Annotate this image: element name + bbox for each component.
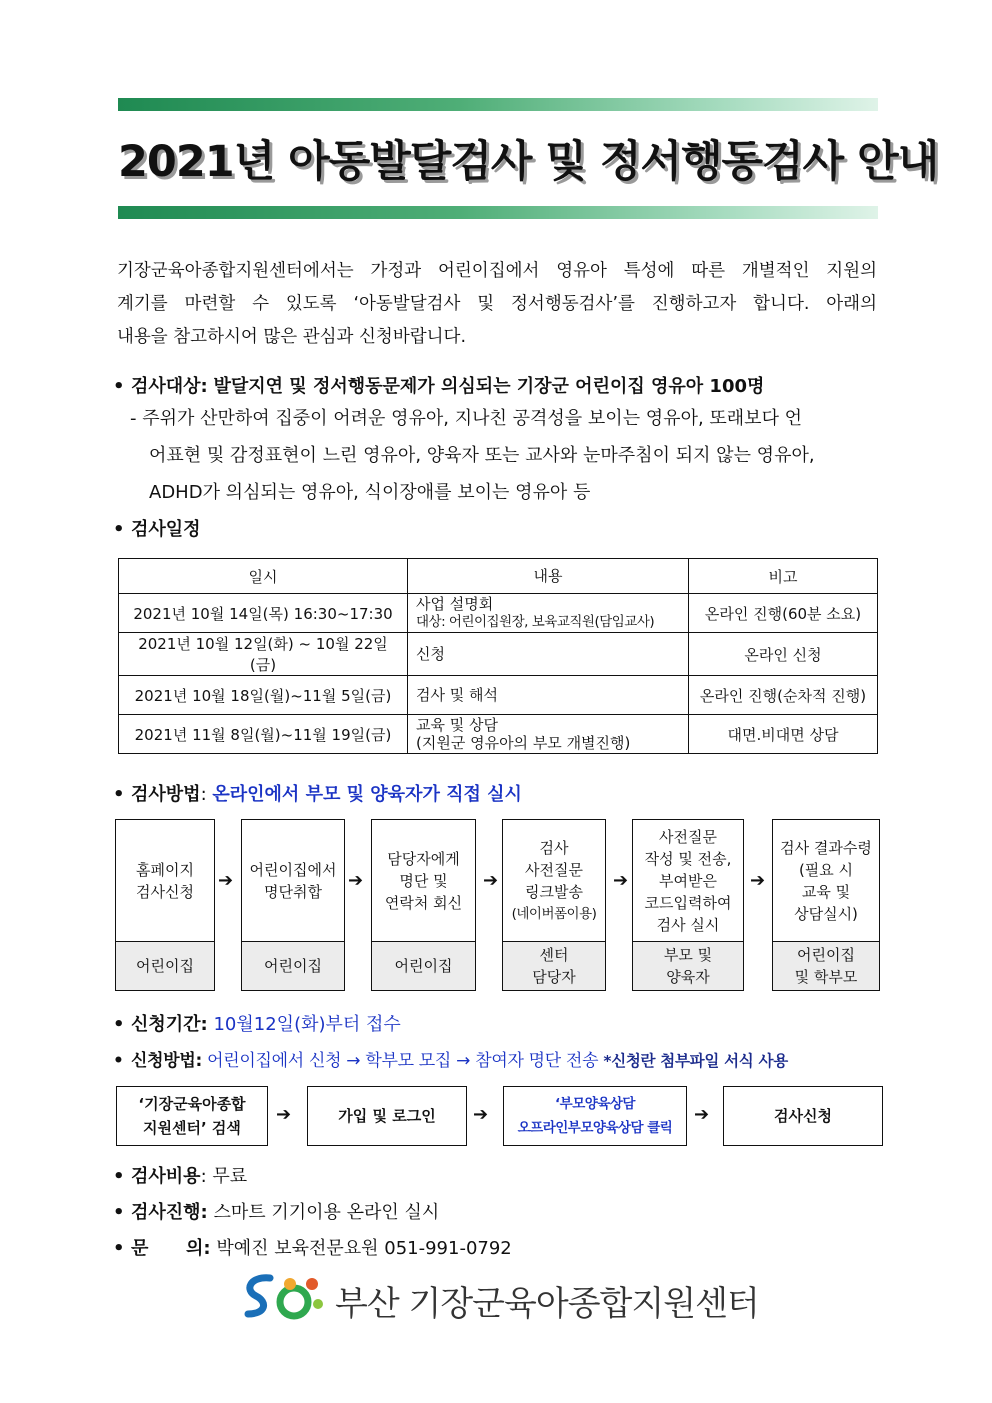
flow-step-actor: [773, 941, 879, 990]
flow-step-actor: [242, 941, 344, 990]
target-detail-line: - 주위가 산만하여 집중이 어려운 영유아, 지나친 공격성을 보이는 영유아, 또래보다 언: [130, 408, 803, 429]
header-content: 내용: [408, 559, 689, 594]
step-search: [116, 1086, 268, 1146]
flow-line: (네이버폼이용): [511, 906, 597, 922]
flow-step-actor: [503, 941, 605, 990]
flow-line: 어린이집: [136, 957, 194, 975]
method-colon: :: [200, 784, 207, 805]
progress-label: 검사진행:: [131, 1202, 208, 1223]
flow-step-actor: [116, 941, 214, 990]
flow-line: 사전질문: [525, 861, 583, 879]
intro-line: 내용을 참고하시어 많은 관심과 신청바랍니다.: [117, 327, 467, 347]
contact-label: 문 의:: [131, 1238, 211, 1259]
target-detail-line: 어표현 및 감정표현이 느린 영유아, 양육자 또는 교사와 눈마주침이 되지 않는 영유아,: [149, 445, 815, 466]
row-date: 2021년 11월 8일(월)~11월 19일(금): [119, 715, 408, 754]
flow-step-actor: [633, 941, 743, 990]
flow-step-2: [241, 819, 345, 991]
flow-line: 검사 실시: [656, 916, 720, 934]
intro-line: 계기를 마련할 수 있도록 ‘아동발달검사 및 정서행동검사’를 진행하고자 합니다. 아래의: [117, 294, 877, 314]
flow-line: 부여받은: [659, 872, 717, 890]
table-row: [119, 676, 878, 715]
target-detail: [130, 400, 875, 511]
flow-step-1: [115, 819, 215, 991]
contact-bullet: [113, 1234, 512, 1260]
header-note: 비고: [689, 559, 878, 594]
row-content: 신청: [408, 633, 689, 676]
table-row: [119, 633, 878, 676]
flow-arrow-icon: ➔: [348, 870, 364, 891]
flow-line: 양육자: [666, 968, 710, 986]
bullet-dot: •: [113, 519, 125, 540]
flow-step-desc: [503, 820, 605, 942]
row-date: 2021년 10월 12일(화) ~ 10월 22일(금): [119, 633, 408, 676]
step-line: 가입 및 로그인: [338, 1107, 436, 1125]
row-content: [408, 715, 689, 754]
flow-step-actor: [372, 941, 475, 990]
apply-label: 신청방법:: [131, 1051, 202, 1071]
schedule-table: [118, 558, 878, 754]
flow-line: 검사신청: [136, 883, 194, 901]
flow-line: 담당자에게: [387, 850, 460, 868]
cost-colon: :: [200, 1166, 207, 1187]
flow-line: 작성 및 전송,: [644, 850, 732, 868]
target-detail-line: ADHD가 의심되는 영유아, 식이장애를 보이는 영유아 등: [149, 482, 591, 503]
flow-line: 링크발송: [525, 883, 583, 901]
flow-line: 교육 및: [801, 883, 851, 901]
table-row: [119, 715, 878, 754]
step-arrow-icon: ➔: [276, 1104, 292, 1125]
row-date: 2021년 10월 18일(월)~11월 5일(금): [119, 676, 408, 715]
flow-arrow-icon: ➔: [483, 870, 499, 891]
row-content-line: 대상: 어린이집원장, 보육교직원(담임교사): [416, 614, 655, 630]
bullet-dot: •: [113, 784, 125, 805]
row-content-line: 교육 및 상담: [416, 716, 498, 734]
flow-step-4: [502, 819, 606, 991]
page-title: 2021년 아동발달검사 및 정서행동검사 안내: [118, 137, 939, 187]
row-note: 온라인 신청: [689, 633, 878, 676]
flow-line: 부모 및: [663, 946, 713, 964]
flow-step-desc: [633, 820, 743, 942]
bullet-dot: •: [113, 1166, 125, 1187]
flow-arrow-icon: ➔: [218, 870, 234, 891]
table-row: [119, 594, 878, 633]
flow-line: 및 학부모: [794, 968, 858, 986]
flow-line: 연락처 회신: [384, 894, 463, 912]
apply-note: *신청란 첨부파일 서식 사용: [603, 1052, 788, 1070]
flow-arrow-icon: ➔: [750, 870, 766, 891]
bullet-dot: •: [113, 1014, 125, 1035]
target-bullet: [113, 372, 764, 398]
target-value: 발달지연 및 정서행동문제가 의심되는 기장군 어린이집 영유아 100명: [213, 376, 765, 397]
flow-step-desc: [773, 820, 879, 942]
bullet-dot: •: [113, 1238, 125, 1259]
table-header-row: [119, 559, 878, 594]
flow-line: 명단취합: [264, 883, 322, 901]
period-value: 10월12일(화)부터 접수: [213, 1014, 401, 1035]
step-arrow-icon: ➔: [473, 1104, 489, 1125]
method-value: 온라인에서 부모 및 양육자가 직접 실시: [212, 784, 522, 805]
flow-line: 코드입력하여: [644, 894, 732, 912]
method-bullet: [113, 780, 522, 806]
flow-line: 명단 및: [399, 872, 448, 890]
bullet-dot: •: [113, 1051, 124, 1071]
method-label: 검사방법: [131, 784, 201, 805]
row-date: 2021년 10월 14일(목) 16:30~17:30: [119, 594, 408, 633]
row-content: [408, 594, 689, 633]
cost-value: 무료: [212, 1166, 248, 1187]
flow-step-5: [632, 819, 744, 991]
schedule-label: 검사일정: [131, 519, 201, 540]
apply-value: 어린이집에서 신청 → 학부모 모집 → 참여자 명단 전송: [207, 1051, 599, 1071]
intro-paragraph: [117, 255, 877, 354]
row-content-line: (지원군 영유아의 부모 개별진행): [416, 734, 631, 752]
flow-line: 어린이집: [797, 946, 855, 964]
row-note: 온라인 진행(60분 소요): [689, 594, 878, 633]
flow-line: 담당자: [532, 968, 576, 986]
apply-bullet: [113, 1046, 788, 1071]
title-bar-top: [118, 98, 878, 111]
flow-line: 검사 결과수령: [780, 839, 872, 857]
center-logo-icon: [240, 1270, 330, 1322]
flow-line: 홈페이지: [136, 861, 194, 879]
period-label: 신청기간:: [131, 1014, 208, 1035]
row-note: 온라인 진행(순차적 진행): [689, 676, 878, 715]
title-bar-bottom: [118, 206, 878, 219]
footer-org-name: 부산 기장군육아종합지원센터: [335, 1284, 759, 1324]
step-arrow-icon: ➔: [694, 1104, 710, 1125]
cost-bullet: [113, 1162, 247, 1188]
progress-value: 스마트 기기이용 온라인 실시: [213, 1202, 440, 1223]
flow-line: 어린이집에서: [249, 861, 337, 879]
bullet-dot: •: [113, 376, 125, 397]
step-line: 검사신청: [774, 1107, 832, 1125]
flow-step-3: [371, 819, 476, 991]
flow-step-desc: [242, 820, 344, 942]
step-line: ‘부모양육상담: [555, 1096, 635, 1112]
flow-line: 사전질문: [659, 828, 717, 846]
period-bullet: [113, 1010, 401, 1036]
flow-step-6: [772, 819, 880, 991]
step-line: 오프라인부모양육상담 클릭: [517, 1120, 673, 1136]
bullet-dot: •: [113, 1202, 125, 1223]
cost-label: 검사비용: [131, 1166, 201, 1187]
flow-line: 상담실시): [794, 905, 858, 923]
contact-value: 박예진 보육전문요원 051-991-0792: [216, 1238, 512, 1259]
flow-line: (필요 시: [798, 861, 854, 879]
step-line: ‘기장군육아종합: [138, 1095, 246, 1113]
step-login: [307, 1086, 467, 1146]
step-apply: [723, 1086, 883, 1146]
progress-bullet: [113, 1198, 439, 1224]
flow-line: 어린이집: [264, 957, 322, 975]
intro-line: 기장군육아종합지원센터에서는 가정과 어린이집에서 영유아 특성에 따른 개별적인 지원의: [117, 261, 877, 281]
target-label: 검사대상:: [131, 376, 208, 397]
step-line: 지원센터’ 검색: [143, 1119, 241, 1137]
schedule-bullet: [113, 515, 201, 541]
row-note: 대면.비대면 상담: [689, 715, 878, 754]
step-consult: [503, 1086, 687, 1146]
flow-line: 센터: [539, 946, 569, 964]
row-content: 검사 및 해석: [408, 676, 689, 715]
flow-step-desc: [116, 820, 214, 942]
flow-line: 어린이집: [394, 957, 453, 975]
flow-line: 검사: [539, 839, 569, 857]
row-content-line: 사업 설명회: [416, 595, 494, 613]
flow-arrow-icon: ➔: [613, 870, 629, 891]
flow-step-desc: [372, 820, 475, 942]
header-date: 일시: [119, 559, 408, 594]
